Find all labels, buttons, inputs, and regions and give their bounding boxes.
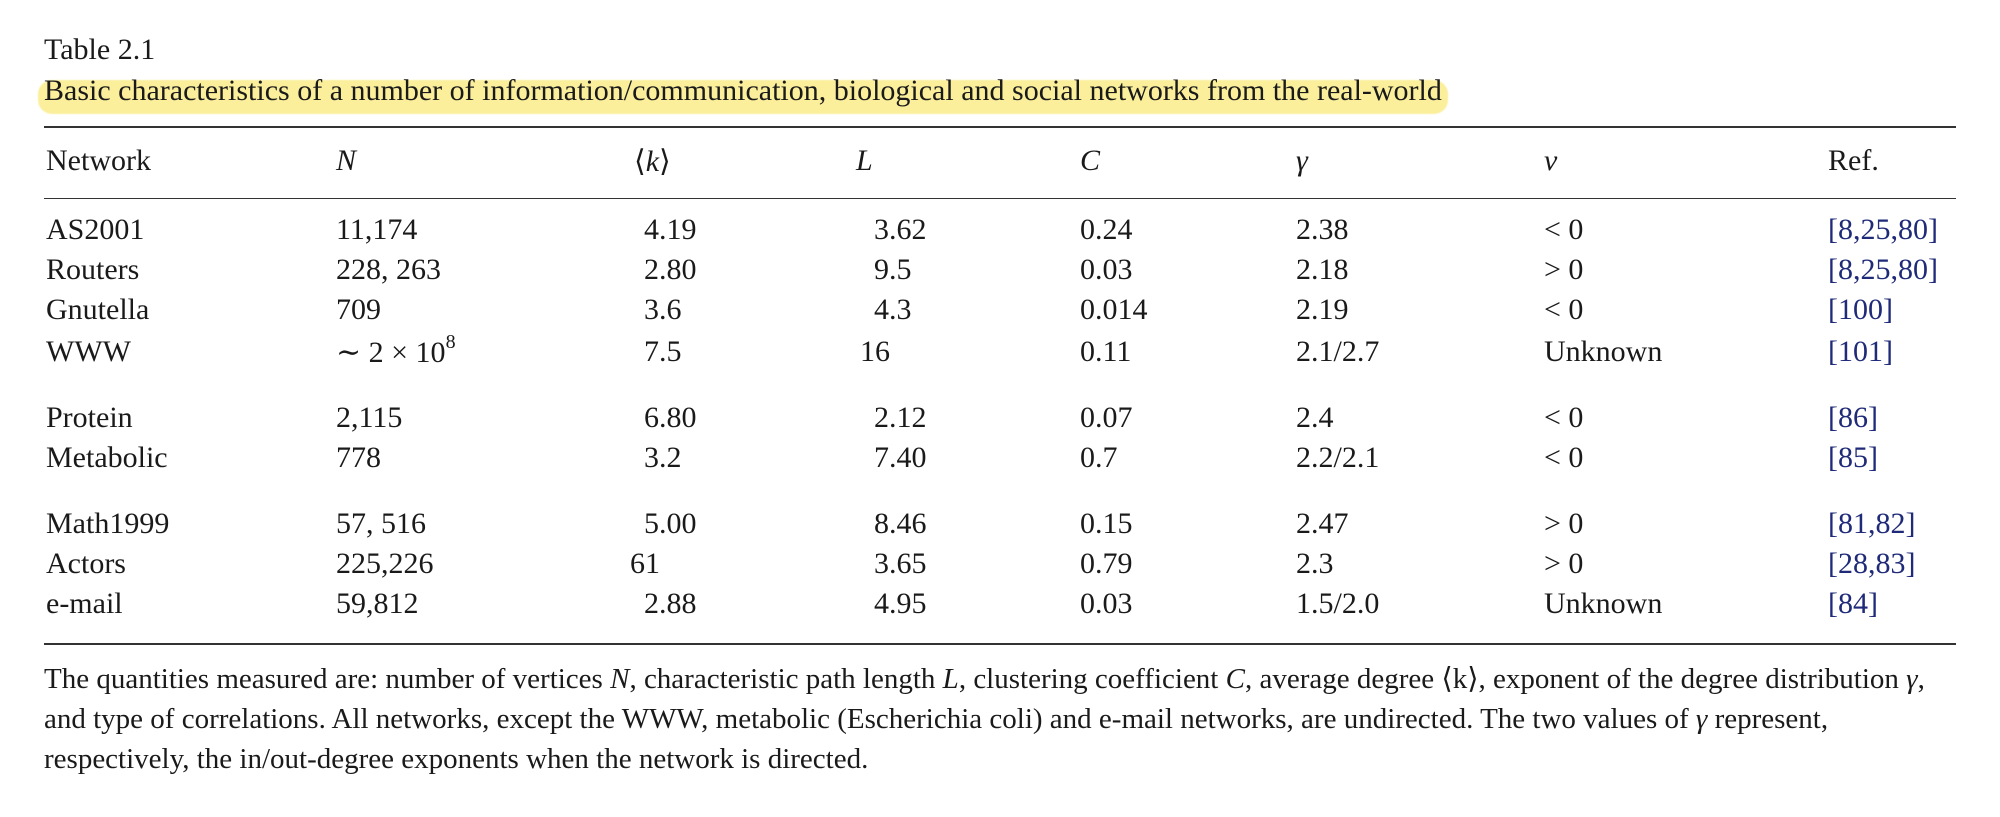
cell-network: WWW — [46, 335, 131, 368]
cell-c: 0.03 — [1080, 253, 1133, 286]
notes-symbol-k: ⟨k⟩ — [1441, 663, 1479, 695]
header-n: N — [336, 144, 357, 177]
notes-text: , characteristic path length — [629, 663, 943, 695]
table-row — [44, 507, 1956, 547]
header-gamma: γ — [1296, 144, 1308, 177]
caption-text: Basic characteristics of a number of information/communication, biological and social networks from the real-world — [44, 74, 1442, 107]
table-row — [44, 331, 1956, 375]
cell-l: 9.5 — [874, 253, 912, 286]
cell-nu: Unknown — [1544, 587, 1663, 620]
cell-k: 3.6 — [644, 293, 682, 326]
table-body — [44, 199, 1956, 643]
cell-n: 709 — [336, 293, 381, 326]
cell-n: 225,226 — [336, 547, 434, 580]
cell-gamma: 2.2/2.1 — [1296, 441, 1380, 474]
notes-symbol-gamma: γ — [1906, 663, 1918, 695]
cell-l: 16 — [860, 335, 890, 368]
table-row — [44, 401, 1956, 441]
caption-row — [44, 70, 1956, 112]
cell-n: 59,812 — [336, 587, 419, 620]
cell-ref[interactable]: [84] — [1828, 587, 1878, 620]
cell-n: 228, 263 — [336, 253, 441, 286]
notes-text: , clustering coefficient — [958, 663, 1226, 695]
cell-nu: > 0 — [1544, 547, 1584, 580]
cell-n: 57, 516 — [336, 507, 426, 540]
cell-gamma: 1.5/2.0 — [1296, 587, 1380, 620]
cell-l: 4.3 — [874, 293, 912, 326]
cell-gamma: 2.1/2.7 — [1296, 335, 1380, 368]
cell-c: 0.07 — [1080, 401, 1133, 434]
notes-text: represent, respectively, the in/out-degree exponents when the network is directed. — [44, 703, 1829, 775]
cell-l: 3.62 — [874, 213, 927, 246]
cell-l: 2.12 — [874, 401, 927, 434]
cell-l: 3.65 — [874, 547, 927, 580]
cell-ref[interactable]: [8,25,80] — [1828, 253, 1938, 286]
cell-n-base: ∼ 2 × 10 — [336, 336, 446, 369]
cell-k: 2.80 — [644, 253, 697, 286]
notes-text: , exponent of the degree distribution — [1478, 663, 1907, 695]
cell-k: 2.88 — [644, 587, 697, 620]
table-row — [44, 547, 1956, 587]
cell-gamma: 2.18 — [1296, 253, 1349, 286]
table-bottom-rule — [44, 643, 1956, 645]
cell-gamma: 2.4 — [1296, 401, 1334, 434]
notes-text: , and type of correlations. All networks, except the WWW, metabolic (Escherichia coli) and e-mail networks, are undirected. The two values of — [44, 663, 1925, 735]
cell-l: 4.95 — [874, 587, 927, 620]
cell-network: Protein — [46, 401, 133, 434]
cell-ref[interactable]: [100] — [1828, 293, 1893, 326]
cell-nu: < 0 — [1544, 293, 1584, 326]
table-header-row — [44, 128, 1956, 198]
cell-nu: > 0 — [1544, 253, 1584, 286]
cell-nu: < 0 — [1544, 213, 1584, 246]
cell-gamma: 2.19 — [1296, 293, 1349, 326]
cell-nu: > 0 — [1544, 507, 1584, 540]
cell-nu: < 0 — [1544, 441, 1584, 474]
cell-network: AS2001 — [46, 213, 145, 246]
table-row — [44, 293, 1956, 333]
table-row — [44, 441, 1956, 481]
cell-ref[interactable]: [101] — [1828, 335, 1893, 368]
cell-nu: < 0 — [1544, 401, 1584, 434]
cell-l: 7.40 — [874, 441, 927, 474]
cell-k: 6.80 — [644, 401, 697, 434]
cell-ref[interactable]: [81,82] — [1828, 507, 1916, 540]
cell-network: e-mail — [46, 587, 123, 620]
cell-k: 7.5 — [644, 335, 682, 368]
cell-c: 0.24 — [1080, 213, 1133, 246]
cell-network: Routers — [46, 253, 140, 286]
table-document — [44, 30, 1956, 779]
notes-symbol-c: C — [1225, 663, 1245, 695]
table-label: Table 2.1 — [44, 33, 156, 66]
notes-symbol-l: L — [942, 663, 959, 695]
cell-k: 61 — [630, 547, 660, 580]
cell-c: 0.7 — [1080, 441, 1118, 474]
cell-n: 778 — [336, 441, 381, 474]
cell-c: 0.014 — [1080, 293, 1148, 326]
notes-symbol-gamma: γ — [1695, 703, 1708, 735]
cell-k: 3.2 — [644, 441, 682, 474]
cell-network: Actors — [46, 547, 126, 580]
notes-text: , average degree — [1244, 663, 1442, 695]
table-row — [44, 213, 1956, 253]
header-ref: Ref. — [1828, 144, 1879, 177]
cell-ref[interactable]: [86] — [1828, 401, 1878, 434]
header-c: C — [1080, 144, 1101, 177]
table-row — [44, 253, 1956, 293]
cell-n: 11,174 — [336, 213, 418, 246]
cell-network: Metabolic — [46, 441, 168, 474]
cell-k: 5.00 — [644, 507, 697, 540]
cell-n-exponent: 8 — [445, 331, 456, 353]
cell-k: 4.19 — [644, 213, 697, 246]
table-notes — [44, 659, 1956, 779]
cell-gamma: 2.38 — [1296, 213, 1349, 246]
table-caption — [44, 70, 1442, 112]
cell-network: Gnutella — [46, 293, 150, 326]
cell-nu: Unknown — [1544, 335, 1663, 368]
cell-c: 0.11 — [1080, 335, 1132, 368]
cell-n: 2,115 — [336, 401, 403, 434]
cell-gamma: 2.47 — [1296, 507, 1349, 540]
header-network: Network — [46, 144, 151, 177]
cell-gamma: 2.3 — [1296, 547, 1334, 580]
cell-ref[interactable]: [28,83] — [1828, 547, 1916, 580]
cell-c: 0.15 — [1080, 507, 1133, 540]
cell-ref[interactable]: [8,25,80] — [1828, 213, 1938, 246]
cell-ref[interactable]: [85] — [1828, 441, 1878, 474]
cell-c: 0.03 — [1080, 587, 1133, 620]
notes-symbol-n: N — [610, 663, 630, 695]
header-nu: ν — [1544, 144, 1558, 177]
cell-l: 8.46 — [874, 507, 927, 540]
cell-c: 0.79 — [1080, 547, 1133, 580]
cell-n — [336, 331, 456, 370]
table-row — [44, 587, 1956, 627]
header-k-letter: k — [645, 145, 660, 178]
header-k: ⟨k⟩ — [634, 145, 671, 178]
notes-text: The quantities measured are: number of vertices — [44, 663, 611, 695]
cell-network: Math1999 — [46, 507, 170, 540]
header-l: L — [856, 144, 873, 177]
